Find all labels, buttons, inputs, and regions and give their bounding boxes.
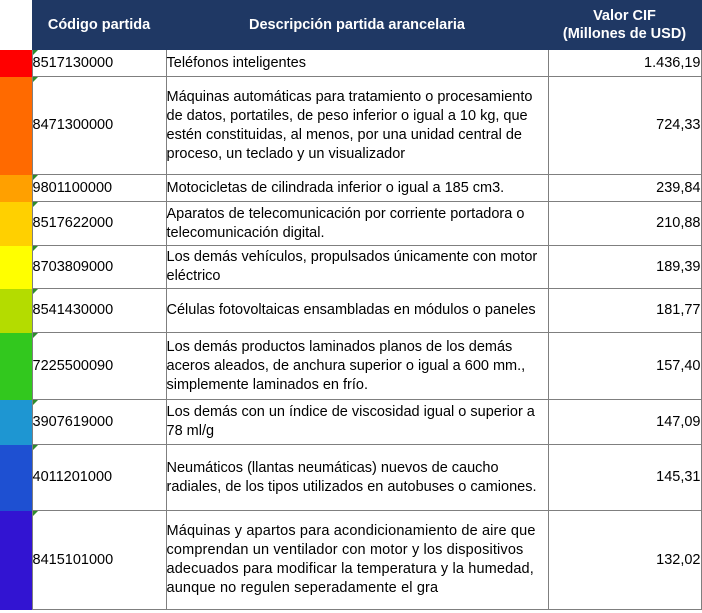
code-text: 7225500090 — [32, 357, 114, 374]
rank-color-stripe — [0, 333, 32, 400]
code-cell — [32, 175, 166, 202]
value-cell: 724,33 — [548, 77, 701, 175]
cell-marker — [33, 50, 38, 55]
rank-color-stripe — [0, 511, 32, 610]
header-stripe-spacer — [0, 1, 32, 50]
cell-marker — [33, 511, 38, 516]
value-cell: 147,09 — [548, 400, 701, 445]
value-cell: 132,02 — [548, 511, 701, 610]
code-text: 8541430000 — [32, 302, 114, 318]
code-text: 8517622000 — [32, 215, 114, 231]
code-cell — [32, 77, 166, 175]
cell-marker — [33, 246, 38, 251]
description-cell: Máquinas y apartos para acondicionamiento de aire que comprendan un ventilador con motor y los dispositivos adecuados para modificar la temperatura y la humedad, aunque no regulen seperadamente el gra — [166, 511, 548, 610]
rank-color-stripe — [0, 246, 32, 289]
cell-marker — [33, 400, 38, 405]
header-description: Descripción partida arancelaria — [166, 1, 548, 50]
description-cell: Aparatos de telecomunicación por corriente portadora o telecomunicación digital. — [166, 202, 548, 246]
value-cell: 189,39 — [548, 246, 701, 289]
rank-color-stripe — [0, 77, 32, 175]
code-cell — [32, 400, 166, 445]
table-row — [0, 400, 701, 445]
code-text: 8415101000 — [32, 551, 114, 568]
table-row — [0, 246, 701, 289]
header-value-line1: Valor CIF — [593, 8, 656, 24]
code-cell — [32, 289, 166, 333]
value-cell: 145,31 — [548, 445, 701, 511]
value-cell: 1.436,19 — [548, 50, 701, 77]
rank-color-stripe — [0, 50, 32, 77]
value-cell: 239,84 — [548, 175, 701, 202]
table-row — [0, 50, 701, 77]
code-text: 9801100000 — [32, 179, 113, 196]
table-row — [0, 289, 701, 333]
cell-marker — [33, 289, 38, 294]
description-cell: Neumáticos (llantas neumáticas) nuevos de caucho radiales, de los tipos utilizados en autobuses o camiones. — [166, 445, 548, 511]
rank-color-stripe — [0, 289, 32, 333]
header-code: Código partida — [32, 1, 166, 50]
code-cell — [32, 202, 166, 246]
code-text: 8517130000 — [32, 54, 114, 71]
table-row — [0, 202, 701, 246]
description-cell: Teléfonos inteligentes — [166, 50, 548, 77]
description-cell: Los demás vehículos, propulsados únicamente con motor eléctrico — [166, 246, 548, 289]
description-cell: Motocicletas de cilindrada inferior o igual a 185 cm3. — [166, 175, 548, 202]
code-cell — [32, 511, 166, 610]
rank-color-stripe — [0, 175, 32, 202]
cell-marker — [33, 175, 38, 180]
cell-marker — [33, 202, 38, 207]
cell-marker — [33, 445, 38, 450]
description-cell: Células fotovoltaicas ensambladas en módulos o paneles — [166, 289, 548, 333]
table-row — [0, 511, 701, 610]
code-text: 4011201000 — [32, 469, 113, 485]
rank-color-stripe — [0, 400, 32, 445]
code-text: 8703809000 — [32, 258, 114, 275]
table-row — [0, 77, 701, 175]
description-cell: Los demás con un índice de viscosidad igual o superior a 78 ml/g — [166, 400, 548, 445]
cell-marker — [33, 333, 38, 338]
table-row — [0, 333, 701, 400]
code-cell — [32, 445, 166, 511]
cell-marker — [33, 77, 38, 82]
header-row — [0, 1, 701, 50]
code-text: 3907619000 — [32, 413, 114, 430]
description-cell: Los demás productos laminados planos de los demás aceros aleados, de anchura superior o igual a 600 mm., simplemente laminados en frío. — [166, 333, 548, 400]
code-cell — [32, 50, 166, 77]
value-cell: 181,77 — [548, 289, 701, 333]
table-row — [0, 175, 701, 202]
table-row — [0, 445, 701, 511]
code-cell — [32, 333, 166, 400]
rank-color-stripe — [0, 202, 32, 246]
value-cell: 210,88 — [548, 202, 701, 246]
description-cell: Máquinas automáticas para tratamiento o procesamiento de datos, portatiles, de peso inferior o igual a 10 kg, que estén constituidas, al menos, por una unidad central de proceso, un teclado y un visualizador — [166, 77, 548, 175]
code-text: 8471300000 — [32, 117, 114, 133]
code-cell — [32, 246, 166, 289]
rank-color-stripe — [0, 445, 32, 511]
header-value — [548, 1, 701, 50]
value-cell: 157,40 — [548, 333, 701, 400]
header-value-line2: (Millones de USD) — [562, 26, 687, 42]
